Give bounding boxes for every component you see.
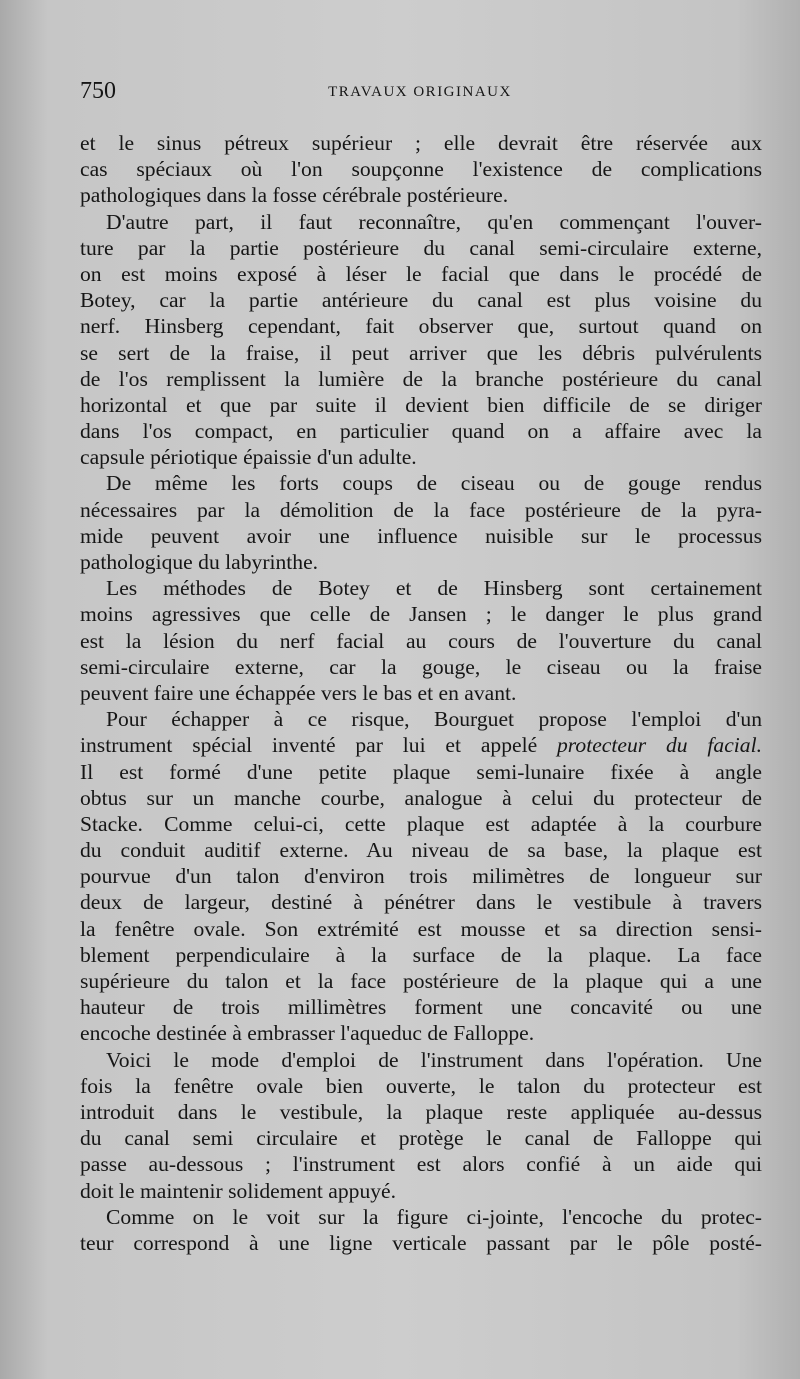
text-line: du canal semi circulaire et protège le canal de Falloppe qui xyxy=(80,1126,762,1151)
text-run: instrument spécial inventé par lui et appelé xyxy=(80,733,557,758)
text-line: fois la fenêtre ovale bien ouverte, le talon du protecteur est xyxy=(80,1073,762,1098)
running-head: TRAVAUX ORIGINAUX xyxy=(328,84,512,100)
paragraph-1 xyxy=(80,130,762,209)
text-line: deux de largeur, destiné à pénétrer dans le vestibule à travers xyxy=(80,890,762,915)
paragraph-7 xyxy=(80,1204,762,1256)
paragraph-4 xyxy=(80,575,762,706)
text-line: la fenêtre ovale. Son extrémité est mousse et sa direction sensi- xyxy=(80,916,762,941)
paragraph-2 xyxy=(80,209,762,471)
text-line: Les méthodes de Botey et de Hinsberg sont certainement xyxy=(106,576,762,601)
text-line: hauteur de trois millimètres forment une concavité ou une xyxy=(80,995,762,1020)
text-line: pathologique du labyrinthe. xyxy=(80,550,319,574)
text-line: Comme on le voit sur la figure ci-jointe, l'encoche du protec- xyxy=(106,1204,762,1229)
text-line-with-emphasis xyxy=(80,732,762,758)
text-line: De même les forts coups de ciseau ou de gouge rendus xyxy=(106,471,762,496)
text-line: semi-circulaire externe, car la gouge, le ciseau ou la fraise xyxy=(80,654,762,679)
text-line: obtus sur un manche courbe, analogue à celui du protecteur de xyxy=(80,785,762,810)
page-header xyxy=(80,78,760,108)
text-line: D'autre part, il faut reconnaître, qu'en commençant l'ouver- xyxy=(106,209,762,234)
text-line: nerf. Hinsberg cependant, fait observer que, surtout quand on xyxy=(80,314,762,339)
text-line: on est moins exposé à léser le facial que dans le procédé de xyxy=(80,261,762,286)
emphasis-term: protecteur du facial. xyxy=(557,733,762,758)
text-line: cas spéciaux où l'on soupçonne l'existence de complications xyxy=(80,157,762,182)
text-line: et le sinus pétreux supérieur ; elle devrait être réservée aux xyxy=(80,131,762,155)
text-line: se sert de la fraise, il peut arriver que les débris pulvérulents xyxy=(80,340,762,365)
text-line: supérieure du talon et la face postérieure de la plaque qui a une xyxy=(80,969,762,993)
text-line: Stacke. Comme celui-ci, cette plaque est adaptée à la courbure xyxy=(80,811,762,836)
text-line: de l'os remplissent la lumière de la branche postérieure du canal xyxy=(80,366,762,391)
text-line: moins agressives que celle de Jansen ; le danger le plus grand xyxy=(80,602,762,627)
text-line: peuvent faire une échappée vers le bas et en avant. xyxy=(80,680,517,705)
text-line: mide peuvent avoir une influence nuisible sur le processus xyxy=(80,523,762,548)
paragraph-3 xyxy=(80,470,762,575)
text-line: introduit dans le vestibule, la plaque reste appliquée au-dessus xyxy=(80,1099,762,1124)
text-line: horizontal et que par suite il devient bien difficile de se diriger xyxy=(80,392,762,417)
text-line: pourvue d'un talon d'environ trois milimètres de longueur sur xyxy=(80,864,762,889)
text-line: pathologiques dans la fosse cérébrale postérieure. xyxy=(80,183,509,208)
text-line: Voici le mode d'emploi de l'instrument dans l'opération. Une xyxy=(106,1047,762,1072)
text-line: est la lésion du nerf facial au cours de l'ouverture du canal xyxy=(80,628,762,653)
page-number: 750 xyxy=(80,78,116,104)
text-line: passe au-dessous ; l'instrument est alors confié à un aide qui xyxy=(80,1152,762,1177)
text-line: Il est formé d'une petite plaque semi-lunaire fixée à angle xyxy=(80,759,762,784)
text-line: ture par la partie postérieure du canal semi-circulaire externe, xyxy=(80,235,762,260)
text-line: teur correspond à une ligne verticale passant par le pôle posté- xyxy=(80,1230,762,1255)
text-line: capsule périotique épaissie d'un adulte. xyxy=(80,445,417,470)
text-line: nécessaires par la démolition de la face postérieure de la pyra- xyxy=(80,497,762,522)
text-line: Pour échapper à ce risque, Bourguet propose l'emploi d'un xyxy=(106,707,762,732)
text-line: du conduit auditif externe. Au niveau de sa base, la plaque est xyxy=(80,838,762,863)
text-line: blement perpendiculaire à la surface de la plaque. La face xyxy=(80,942,762,967)
text-line: dans l'os compact, en particulier quand on a affaire avec la xyxy=(80,419,762,444)
paragraph-6 xyxy=(80,1047,762,1204)
text-line: encoche destinée à embrasser l'aqueduc de Falloppe. xyxy=(80,1021,535,1046)
paragraph-5 xyxy=(80,706,762,1046)
text-line: doit le maintenir solidement appuyé. xyxy=(80,1178,397,1203)
body-text xyxy=(80,130,762,1256)
text-line: Botey, car la partie antérieure du canal est plus voisine du xyxy=(80,288,762,313)
